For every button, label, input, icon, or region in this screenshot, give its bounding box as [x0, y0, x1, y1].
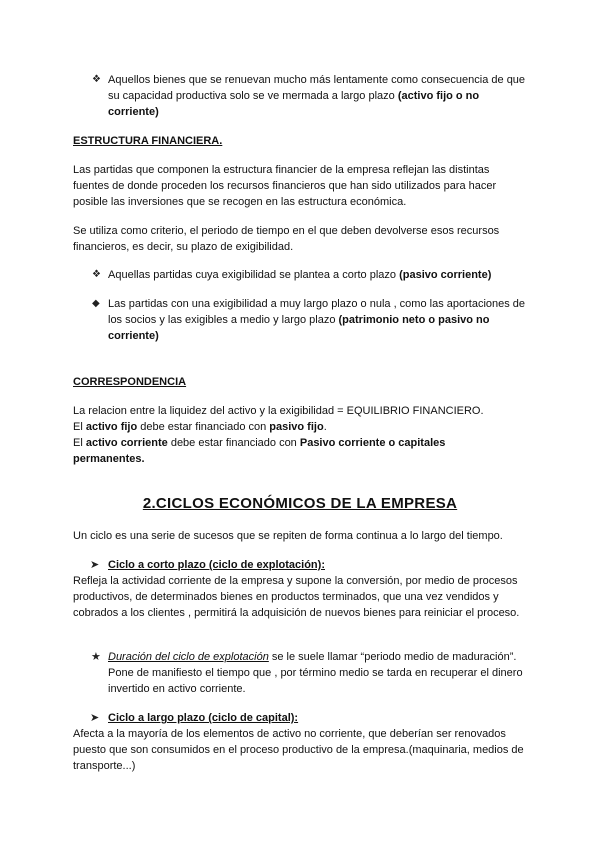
heading-ciclo-corto-plazo: Ciclo a corto plazo (ciclo de explotación):: [108, 559, 325, 571]
correspondencia-line-2: El activo fijo debe estar financiado con pasivo fijo.: [73, 421, 327, 433]
diamond-solid-icon: ◆: [92, 298, 100, 309]
correspondencia-line-3: El activo corriente debe estar financiado con Pasivo corriente o capitales permanentes.: [73, 437, 446, 465]
arrowhead-right-icon: ➤: [90, 559, 100, 571]
bullet-activo-fijo: Aquellos bienes que se renuevan mucho más lentamente como consecuencia de que su capacidad productiva solo se ve mermada a largo plazo (activo fijo o no corriente): [108, 74, 526, 118]
bullet-pasivo-corriente: Aquellas partidas cuya exigibilidad se plantea a corto plazo (pasivo corriente): [108, 269, 492, 281]
heading-estructura-financiera: ESTRUCTURA FINANCIERA.: [73, 135, 223, 147]
star-icon: ★: [91, 651, 101, 663]
heading-ciclo-largo-plazo: Ciclo a largo plazo (ciclo de capital):: [108, 712, 299, 724]
paragraph-criterio: Se utiliza como criterio, el periodo de tiempo en el que deben devolverse esos recursos financieros, es decir, su plazo de exigibilidad.: [73, 225, 500, 253]
arrowhead-right-icon: ➤: [90, 712, 100, 724]
paragraph-estructura: Las partidas que componen la estructura financier de la empresa reflejan las distintas fuentes de donde proceden los recursos financieros que han sido utilizados para hacer posible las inversiones que se recogen en las estructura económica.: [73, 164, 497, 208]
diamond-outline-icon: ❖: [92, 269, 101, 280]
bullet-patrimonio-neto: Las partidas con una exigibilidad a muy largo plazo o nula , como las aportaciones de los socios y las exigibles a medio y largo plazo (patrimonio neto o pasivo no corriente): [108, 298, 526, 342]
section-title-ciclos-economicos: 2.CICLOS ECONÓMICOS DE LA EMPRESA: [142, 495, 458, 512]
heading-correspondencia: CORRESPONDENCIA: [73, 376, 187, 388]
paragraph-ciclo-definicion: Un ciclo es una serie de sucesos que se repiten de forma continua a lo largo del tiempo.: [73, 530, 503, 542]
paragraph-ciclo-largo: Afecta a la mayoría de los elementos de activo no corriente, que deberían ser renovados puesto que son consumidos en el proceso productivo de la empresa.(maquinaria, medios de transporte...): [73, 728, 524, 772]
correspondencia-line-1: La relacion entre la liquidez del activo y la exigibilidad = EQUILIBRIO FINANCIERO.: [73, 405, 484, 417]
paragraph-ciclo-corto: Refleja la actividad corriente de la empresa y supone la conversión, por medio de procesos productivos, de determinados bienes en productos terminados, que una vez vendidos y cobrados a los clientes , permitirá la adquisición de nuevos bienes para reiniciar el proceso.: [73, 575, 520, 619]
diamond-outline-icon: ❖: [92, 74, 101, 85]
paragraph-duracion-ciclo: Duración del ciclo de explotación se le suele llamar “periodo medio de maduración”. Pone de manifiesto el tiempo que , por término medio se tarda en recuperar el dinero invertido en activo corriente.: [108, 651, 523, 695]
